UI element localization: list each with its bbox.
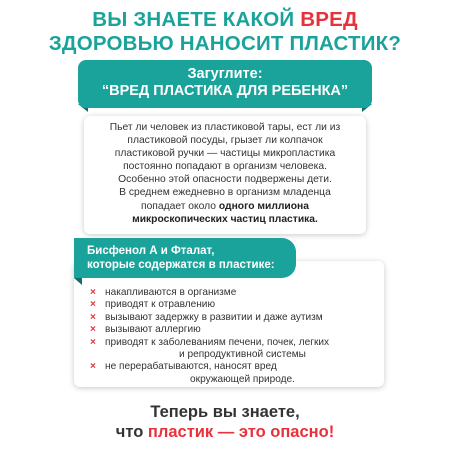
risk-item-text: не перерабатываются, наносят вред	[105, 361, 277, 373]
headline-line-2: ЗДОРОВЬЮ НАНОСИТ ПЛАСТИК?	[48, 32, 402, 55]
info-line-emphasis: одного миллиона	[218, 200, 309, 212]
risk-list	[90, 287, 380, 386]
headline-line-1-text: ВЫ ЗНАЕТЕ КАКОЙ	[92, 8, 301, 31]
cross-icon: ×	[90, 311, 96, 323]
info-line	[84, 213, 366, 226]
risk-item-text: приводят к отравлению	[105, 299, 216, 311]
footer-accent-text: пластик — это опасно!	[147, 423, 335, 441]
info-line: В среднем ежедневно в организм младенца	[119, 187, 331, 199]
risk-banner-line-2: которые содержатся в пластике:	[87, 259, 275, 271]
info-line-text: попадает около	[141, 200, 219, 212]
risk-item-text: вызывают аллергию	[105, 324, 201, 336]
cross-icon: ×	[90, 361, 96, 373]
cross-icon: ×	[90, 287, 96, 298]
search-banner	[78, 60, 372, 108]
search-banner-line-2: “ВРЕД ПЛАСТИКА ДЛЯ РЕБЕНКА”	[101, 83, 349, 99]
info-line: Пьет ли человек из пластиковой тары, ест ли из	[109, 122, 341, 133]
info-line-emphasis: микроскопических частиц пластика.	[132, 213, 318, 225]
risk-item	[90, 287, 380, 299]
risk-item	[90, 324, 380, 336]
risk-item-text: приводят к заболеваниям печени, почек, легких	[105, 336, 330, 348]
footer-line-2	[0, 422, 450, 442]
risk-item-text: вызывают задержку в развитии и даже аутизм	[105, 311, 323, 323]
headline	[0, 8, 450, 56]
risk-banner-line-1: Бисфенол А и Фталат,	[87, 245, 215, 257]
risk-item-text: окружающей природе.	[190, 373, 295, 385]
footer	[0, 402, 450, 442]
risk-item-continuation	[90, 374, 380, 386]
info-line: Особенно этой опасности подвержены дети.	[118, 174, 332, 186]
risk-item	[90, 312, 380, 324]
risk-item	[90, 337, 380, 349]
info-line: пластиковой посуды, грызет ли колпачок	[127, 135, 323, 147]
risk-item-text: накапливаются в организме	[105, 287, 237, 298]
risk-item	[90, 299, 380, 311]
cross-icon: ×	[90, 336, 96, 348]
risk-banner-fold	[74, 278, 82, 285]
cross-icon: ×	[90, 299, 96, 311]
info-card-text	[84, 121, 366, 226]
risk-item-text: и репродуктивной системы	[179, 349, 306, 361]
headline-line-1	[0, 8, 450, 32]
footer-line-2-text: что	[115, 423, 148, 441]
info-line: пластиковой ручки — частицы микропластика	[114, 148, 336, 160]
risk-item	[90, 361, 380, 373]
search-banner-line-1: Загуглите:	[187, 66, 263, 82]
footer-line-1: Теперь вы знаете,	[150, 403, 300, 421]
risk-item-continuation	[90, 349, 380, 361]
info-line: постоянно попадают в организм человека.	[123, 161, 327, 173]
risk-banner	[74, 238, 296, 278]
cross-icon: ×	[90, 324, 96, 336]
info-line	[84, 200, 366, 213]
headline-accent-word: ВРЕД	[300, 8, 358, 31]
